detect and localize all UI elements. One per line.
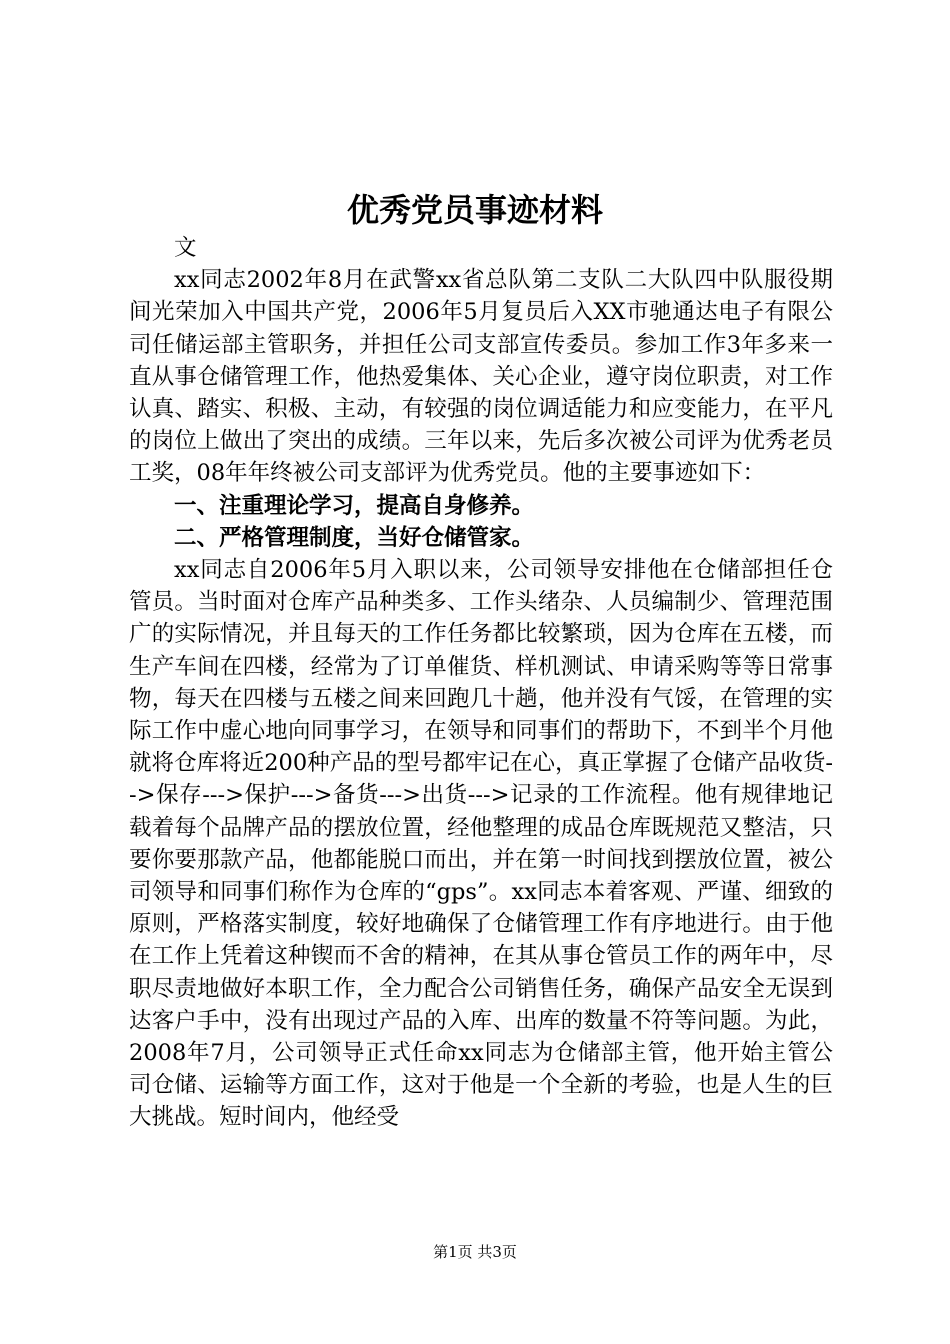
section-heading-1: 一、注重理论学习，提高自身修养。 [174, 492, 535, 519]
paragraph-section-2: xx同志自2006年5月入职以来，公司领导安排他在仓储部担任仓管员。当时面对仓库产品种类多、工作头绪杂、人员编制少、管理范围广的实际情况，并且每天的工作任务都比较繁琐，因为仓库在五楼，而生产车间在四楼，经常为了订单催货、样机测试、申请采购等等日常事物，每天在四楼与五楼之间来回跑几十趟，他并没有气馁，在管理的实际工作中虚心地向同事学习，在领导和同事们的帮助下，不到半个月他就将仓库将近200种产品的型号都牢记在心，真正掌握了仓储产品收货-->保存--->保护--->备货--->出货--->记录的工作流程。他有规律地记载着每个品牌产品的摆放位置，经他整理的成品仓库既规范又整洁，只要你要那款产品，他都能脱口而出，并在第一时间找到摆放位置，被公司领导和同事们称作为仓库的“gps”。xx同志本着客观、严谨、细致的原则，严格落实制度，较好地确保了仓储管理工作有序地进行。由于他在工作上凭着这种锲而不舍的精神，在其从事仓管员工作的两年中，尽职尽责地做好本职工作，全力配合公司销售任务，确保产品安全无误到达客户手中，没有出现过产品的入库、出库的数量不符等问题。为此，2008年7月，公司领导正式任命xx同志为仓储部主管，他开始主管公司仓储、运输等方面工作，这对于他是一个全新的考验，也是人生的巨大挑战。短时间内，他经受 [129, 557, 833, 1131]
document-body [129, 232, 833, 1134]
author-line: 文 [174, 235, 197, 261]
page-footer: 第1页 共3页 [433, 1243, 517, 1261]
section-heading-2: 二、严格管理制度，当好仓储管家。 [174, 524, 535, 551]
document-title: 优秀党员事迹材料 [346, 191, 603, 229]
paragraph-intro: xx同志2002年8月在武警xx省总队第二支队二大队四中队服役期间光荣加入中国共产党，2006年5月复员后入XX市驰通达电子有限公司任储运部主管职务，并担任公司支部宣传委员。参加工作3年多来一直从事仓储管理工作，他热爱集体、关心企业，遵守岗位职责，对工作认真、踏实、积极、主动，有较强的岗位调适能力和应变能力，在平凡的岗位上做出了突出的成绩。三年以来，先后多次被公司评为优秀老员工奖，08年年终被公司支部评为优秀党员。他的主要事迹如下： [129, 267, 833, 487]
